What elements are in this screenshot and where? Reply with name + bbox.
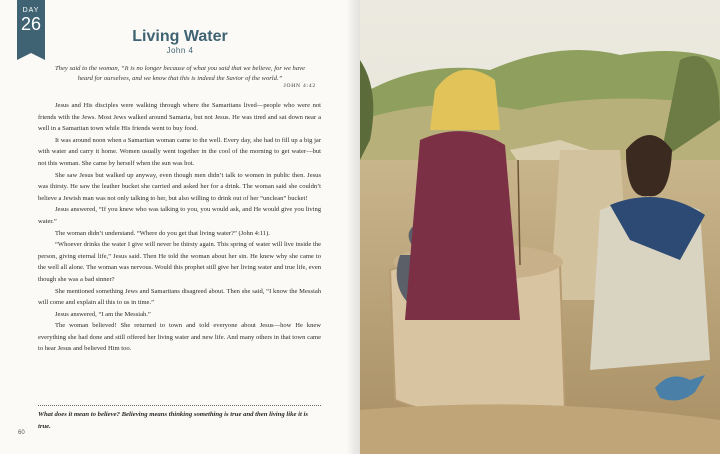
spine-shadow (346, 0, 360, 454)
paragraph: “Whoever drinks the water I give will never be thirsty again. This spring of water will live inside the person, giving eternal life,” Jesus said. Then He told the woman about her sin. He knew why she came to the well all alone. The woman was nervous. Would this prophet still give her living water and true life, even though she was a bad sinner? (38, 241, 321, 283)
paragraph: It was around noon when a Samaritan woman came to the well. Every day, she had to fill up a big jar with water and carry it home. Women usually went together in the cool of the morning to get water—but not this woman. She came by herself when the sun was hot. (38, 136, 321, 167)
illustration (360, 0, 720, 454)
paragraph: Jesus answered, “I am the Messiah.” (55, 310, 151, 318)
woman-robe (405, 131, 520, 320)
day-label: DAY (22, 7, 40, 14)
page-title: Living Water (132, 28, 228, 45)
reflection-question: What does it mean to believe? Believing means thinking something is true and then living like it is true. (38, 411, 308, 430)
paragraph: The woman believed! She returned to town and told everyone about Jesus—how He knew everything she had done and still offered her living water and new life. And many others in that town came to hear Jesus and believed Him too. (38, 322, 321, 353)
divider (38, 405, 321, 406)
key-verse-reference: JOHN 4:42 (283, 83, 316, 89)
paragraph: The woman didn’t understand. “Where do you get that living water?” (John 4:11). (55, 229, 270, 237)
paragraph: She saw Jesus but walked up anyway, even though men didn’t talk to women in public then. Jesus was thirsty. He saw the leather bucket she carried and asked her for a drink. The woman said she couldn’t believe a Jewish man was not only talking to her, but also willing to drink out of her “unclean” bucket! (38, 171, 321, 202)
page-number: 60 (18, 430, 25, 436)
story-text (38, 100, 321, 355)
well-scene-illustration (360, 0, 720, 454)
scripture-reference: John 4 (166, 46, 194, 55)
paragraph: Jesus answered, “If you knew who was talking to you, you would ask, and He would give you living water.” (38, 206, 321, 225)
day-number: 26 (20, 14, 42, 34)
key-verse: They said to the woman, “It is no longer because of what you said that we believe, for we have heard for ourselves, and we know that this is indeed the Savior of the world.” (55, 65, 305, 82)
paragraph: Jesus and His disciples were walking through where the Samaritans lived—people who were not friends with the Jews. Most Jews walked around Samaria, but not Jesus. He was tired and sat down near a well in a Samaritan town while His friends went to buy food. (38, 102, 321, 133)
paragraph: She mentioned something Jews and Samaritans disagreed about. Then she said, “I know the Messiah will come and explain all this to us in time.” (38, 287, 321, 307)
